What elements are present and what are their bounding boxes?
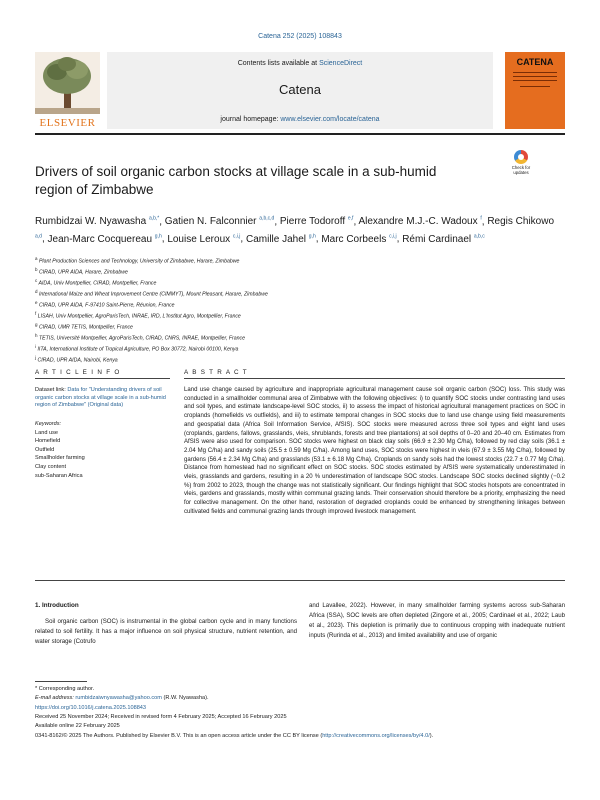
cover-decoration (520, 86, 550, 87)
footnote (35, 685, 335, 703)
author[interactable]: Gatien N. Falconnier $^{a,b,c,d}$ (164, 216, 275, 228)
homepage-prefix: journal homepage: (220, 116, 281, 123)
author[interactable]: Jean-Marc Cocquereau $^{g,h}$ (47, 233, 162, 245)
license-prefix: 0341-8162/© 2025 The Authors. Published by Elsevier B.V. This is an open access article under the CC BY license ( (35, 732, 323, 739)
author[interactable]: Regis Chikowo $^{a,d}$ (35, 216, 555, 240)
license-suffix: ). (429, 732, 434, 739)
introduction-heading: 1. Introduction (35, 602, 79, 609)
check-updates-icon (514, 150, 528, 164)
contents-line (107, 60, 493, 67)
affiliation: $^a$ Plant Production Sciences and Technology, University of Zimbabwe, Harare, Zimbabwe (35, 256, 240, 265)
affiliation: $^i$ IITA, International Institute of Tropical Agriculture, PO Box 30772, Nairobi 00100, Kenya (35, 344, 239, 353)
check-for-updates-button[interactable] (505, 150, 537, 184)
affiliation: $^e$ CIRAD, UPR AIDA, F-97410 Saint-Pierre, Réunion, France (35, 300, 175, 309)
affiliation: $^h$ TETIS, Université Montpellier, AgroParisTech, CIRAD, CNRS, INRAE, Montpellier, France (35, 333, 245, 342)
license-line (35, 732, 565, 741)
introduction-text-left: Soil organic carbon (SOC) is instrumental in the global carbon cycle and in many functions related to soil fertility. It has a major influence on soil physical structure, nutrient retention, and water storage (Cotrufo (35, 618, 297, 645)
keyword: sub-Saharan Africa (35, 472, 83, 479)
author[interactable]: Rumbidzai W. Nyawasha $^{a,b,*}$ (35, 216, 160, 228)
introduction-text-right: and Lavallee, 2022). However, in many smallholder farming systems across sub-Saharan Africa (SSA), SOC levels are often depleted (Zingore et al., 2005; Cardinael et al., 2022; Laub et al., 2023). This depletion is primarily due to continuous cropping with inadequate nutrient inputs (Rurinda et al., 2013) and limited availability and use of organic (309, 602, 565, 639)
footnote-rule (35, 681, 87, 682)
check-updates-label: Check for updates (511, 165, 531, 175)
author[interactable]: Alexandre M.J.-C. Wadoux $^f$ (358, 216, 482, 228)
publication-details (35, 704, 565, 741)
publisher-name: ELSEVIER (39, 117, 96, 129)
author-list: Rumbidzai W. Nyawasha $^{a,b,*}$, Gatien N. Falconnier $^{a,b,c,d}$, Pierre Todoroff $^{e,f}$, Alexandre M.J.-C. Wadoux $^f$, Regis Chikowo $^{a,d}$, Jean-Marc Cocquereau $^{g,h}$, Louise Leroux $^{c,i,j}$, Camille Jahel $^{g,h}$, Marc Corbeels $^{c,i,j}$, Rémi Cardinael $^{a,b,c}$ (35, 216, 555, 245)
section-rule (35, 580, 565, 581)
cover-title: CATENA (516, 57, 554, 67)
abstract-text: Land use change caused by agriculture and inappropriate agricultural management cause soil organic carbon (SOC) loss. This study was conducted in a smallholder communal area of Zimbabwe with the following objectives: i) to quantify SOC stocks under contrasting land uses and soil types, and estimate landscape-level SOC stocks, ii) to assess the impact of historical agricultural management practices on SOC in croplands (homefields vs outfields), and iii) to estimate temporal changes in SOC stocks due to land use change using field measurements and geospatial data (Africa Soil Information Service, AfSIS). SOC stocks were measured across three soil types and eight land uses (croplands, gardens, fallows, grasslands, vleis, shrublands, forests and tree plantations) at soil depths of 0–20 and 20–40 cm. Estimates from AfSIS were also used for comparison. SOC stocks were highest on black clay soils (66.9 ± 2.30 Mg C/ha), followed by red clay soils (36.1 ± 2.04 Mg C/ha) and sandy soils (25.5 ± 0.59 Mg C/ha). Among land uses, SOC stocks were highest in vleis (67.9 ± 3.55 Mg C/ha), followed by gardens (56.4 ± 2.34 Mg C/ha) and grasslands (53.1 ± 6.18 Mg C/ha). Croplands on sandy soils had the lowest stocks (22.7 ± 0.77 Mg C/ha). Distance from homestead had no significant effect on SOC stocks. SOC stocks estimated by AfSIS were systematically underestimated in vleis, grasslands and gardens, resulting in a 20 % underestimation of landscape SOC stocks. Landscape SOC stocks declined slightly (−0.2 %) from 2002 to 2023, though the change was not statistically significant. Our findings highlight that SOC stocks hotspots are concentrated in vleis, gardens and grasslands, mostly within communal grazing lands. Their conservation should therefore be a priority, emphasizing the need for collective management. On the other hand, restoration of degraded croplands could be enhanced by strengthening linkages between cultivated fields and communal grazing lands through improved livestock management. (184, 387, 565, 515)
journal-reference[interactable]: Catena 252 (2025) 108843 (258, 33, 342, 40)
elsevier-logo (35, 52, 100, 129)
contents-prefix: Contents lists available at (237, 60, 320, 67)
cover-decoration (513, 72, 557, 73)
keywords-title: Keywords: (35, 421, 62, 427)
email-line (35, 694, 335, 703)
license-link[interactable]: http://creativecommons.org/licenses/by/4.0/ (322, 732, 430, 739)
cover-decoration (513, 80, 557, 81)
masthead (107, 52, 493, 129)
corresponding-author-note: * Corresponding author. (35, 686, 95, 692)
received-dates: Received 25 November 2024; Received in revised form 4 February 2025; Accepted 16 February 2025 (35, 714, 287, 721)
elsevier-tree-icon (35, 52, 100, 114)
abstract-rule (184, 378, 565, 379)
journal-cover-thumbnail[interactable] (505, 52, 565, 129)
keyword: Smallholder farming (35, 455, 85, 462)
email-link[interactable]: rumbidzaiwnyawasha@yahoo.com (75, 695, 162, 701)
available-online: Available online 22 February 2025 (35, 723, 120, 730)
affiliation: $^d$ International Maize and Wheat Improvement Centre (CIMMYT), Mount Pleasant, Harare, Zimbabwe (35, 289, 268, 298)
author[interactable]: Louise Leroux $^{c,i,j}$ (167, 233, 241, 245)
doi-link[interactable]: https://doi.org/10.1016/j.catena.2025.108843 (35, 705, 147, 711)
dataset-link-block (35, 387, 170, 410)
keyword: Homefield (35, 438, 61, 445)
article-title: Drivers of soil organic carbon stocks at village scale in a sub-humid region of Zimbabwe (35, 164, 437, 197)
article-info-heading: A R T I C L E I N F O (35, 369, 121, 376)
dataset-link[interactable]: Data for "Understanding drivers of soil organic carbon stocks at village scale in a sub-humid region of Zimbabwe" (Original data) (35, 387, 166, 408)
email-label: E-mail address: (35, 695, 76, 701)
cover-decoration (513, 76, 557, 77)
sciencedirect-link[interactable]: ScienceDirect (319, 60, 363, 67)
author[interactable]: Camille Jahel $^{g,h}$ (245, 233, 316, 245)
abstract-heading: A B S T R A C T (184, 369, 248, 376)
affiliation: $^j$ CIRAD, UPR AIDA, Nairobi, Kenya (35, 355, 118, 365)
header-rule (35, 133, 565, 135)
keyword: Outfield (35, 446, 55, 453)
keywords-block (35, 420, 170, 480)
dataset-label: Dataset link: (35, 387, 68, 393)
author[interactable]: Pierre Todoroff $^{e,f}$ (279, 216, 354, 228)
keyword: Land use (35, 429, 59, 436)
affiliation: $^g$ CIRAD, UMR TETIS, Montpellier, France (35, 322, 133, 331)
journal-name: Catena (279, 82, 321, 97)
email-suffix: (R.W. Nyawasha). (161, 695, 209, 701)
affiliation: $^c$ AIDA, Univ Montpellier, CIRAD, Montpellier, France (35, 278, 157, 287)
affiliation-list (35, 255, 565, 365)
affiliation: $^b$ CIRAD, UPR AIDA, Harare, Zimbabwe (35, 267, 128, 276)
homepage-line (107, 116, 493, 123)
author[interactable]: Marc Corbeels $^{c,i,j}$ (321, 233, 397, 245)
affiliation: $^f$ LISAH, Univ Montpellier, AgroParisTech, INRAE, IRD, L'Institut Agro, Montpellier, France (35, 311, 241, 320)
homepage-link[interactable]: www.elsevier.com/locate/catena (280, 116, 380, 123)
keyword: Clay content (35, 463, 67, 470)
author[interactable]: Rémi Cardinael $^{a,b,c}$ (402, 233, 485, 245)
article-info-rule (35, 378, 170, 379)
journal-header (35, 52, 565, 129)
